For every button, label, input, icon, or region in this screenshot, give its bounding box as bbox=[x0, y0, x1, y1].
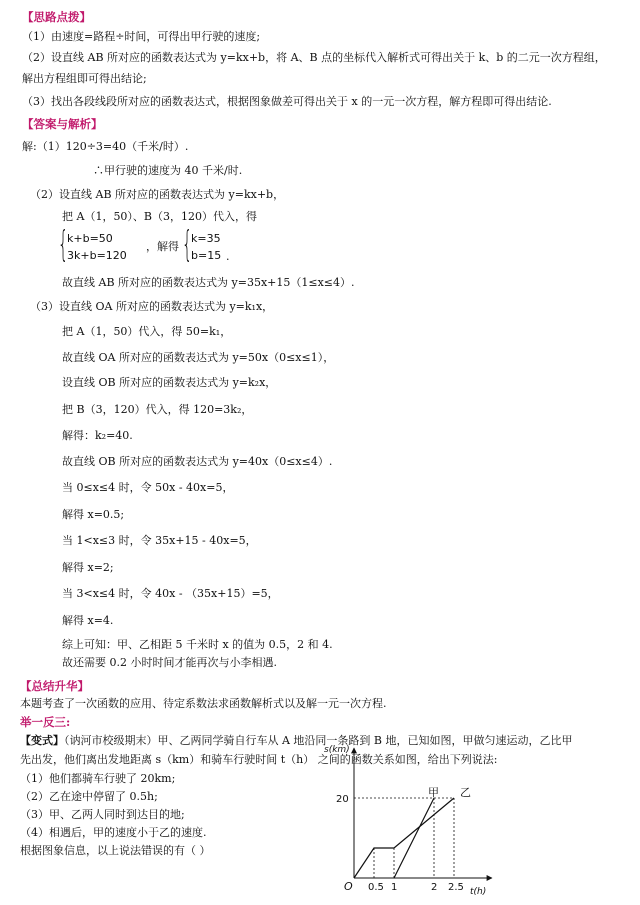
answer-line-8: 故直线 OA 所对应的函数表达式为 y=50x（0≤x≤1）， bbox=[62, 351, 335, 364]
equation-system-2 bbox=[182, 224, 242, 265]
solve-connector: ，解得 bbox=[146, 240, 179, 253]
brace-symbol: { bbox=[58, 224, 69, 265]
claim-1: （1）他们都骑车行驶了 20km; bbox=[20, 772, 176, 785]
answer-line-14: 解得 x=0.5; bbox=[62, 508, 125, 521]
answer-line-11: 解得：k₂=40. bbox=[62, 429, 133, 442]
answer-line-4: 把 A（1，50）、B（3，120）代入，得 bbox=[62, 210, 258, 223]
hint-line-3: 解出方程组即可得出结论; bbox=[22, 72, 147, 85]
answer-line-16: 解得 x=2; bbox=[62, 561, 114, 574]
answer-line-19: 综上可知：甲、乙相距 5 千米时 x 的值为 0.5，2 和 4. bbox=[62, 638, 333, 651]
equation-row: 3k+b=120 bbox=[67, 249, 127, 262]
origin-label: O bbox=[344, 880, 353, 893]
brace-symbol: { bbox=[182, 224, 193, 265]
answer-line-5: 故直线 AB 所对应的函数表达式为 y=35x+15（1≤x≤4）. bbox=[62, 276, 355, 289]
hint-line-4: （3）找出各段线段所对应的函数表达式，根据图象做差可得出关于 x 的一元一次方程，解方程即可得出结论. bbox=[22, 95, 552, 108]
x-tick-label: 1 bbox=[391, 882, 398, 893]
answer-line-3: （2）设直线 AB 所对应的函数表达式为 y=kx+b， bbox=[30, 188, 285, 201]
series-label: 乙 bbox=[460, 786, 471, 799]
claim-4: （4）相遇后，甲的速度小于乙的速度. bbox=[20, 826, 207, 839]
distance-time-chart bbox=[318, 742, 498, 900]
series-label: 甲 bbox=[428, 786, 439, 799]
hint-line-1: （1）由速度=路程÷时间，可得出甲行驶的速度; bbox=[22, 30, 261, 43]
practice-heading: 举一反三: bbox=[20, 715, 71, 729]
equation-row: k+b=50 bbox=[67, 232, 113, 245]
variant-text-1: （讷河市校级期末）甲、乙两同学骑自行车从 A 地沿同一条路到 B 地，已知如图，甲做匀速运动，乙比甲 bbox=[64, 734, 573, 747]
x-tick-label: 2.5 bbox=[448, 882, 464, 893]
x-axis-label: t(h) bbox=[470, 887, 487, 897]
answer-heading: 【答案与解析】 bbox=[22, 117, 103, 131]
claim-3: （3）甲、乙两人同时到达目的地; bbox=[20, 808, 185, 821]
hint-line-2: （2）设直线 AB 所对应的函数表达式为 y=kx+b，将 A、B 点的坐标代入解析式可得出关于 k、b 的二元一次方程组， bbox=[22, 51, 606, 64]
answer-line-12: 故直线 OB 所对应的函数表达式为 y=40x（0≤x≤4）. bbox=[62, 455, 333, 468]
summary-text: 本题考查了一次函数的应用、待定系数法求函数解析式以及解一元一次方程. bbox=[20, 697, 387, 710]
y-axis-label: s(km) bbox=[324, 745, 350, 755]
summary-heading: 【总结升华】 bbox=[20, 679, 89, 693]
series-line bbox=[394, 798, 434, 878]
variant-tag: 【变式】 bbox=[20, 734, 64, 747]
answer-line-18: 解得 x=4. bbox=[62, 614, 114, 627]
answer-line-17: 当 3<x≤4 时，令 40x - （35x+15）=5， bbox=[62, 587, 279, 600]
x-tick-label: 2 bbox=[431, 882, 438, 893]
answer-line-9: 设直线 OB 所对应的函数表达式为 y=k₂x， bbox=[62, 376, 277, 389]
answer-line-13: 当 0≤x≤4 时，令 50x - 40x=5， bbox=[62, 481, 234, 494]
x-tick-label: 0.5 bbox=[368, 882, 384, 893]
answer-line-10: 把 B（3，120）代入，得 120=3k₂， bbox=[62, 403, 253, 416]
claim-2: （2）乙在途中停留了 0.5h; bbox=[20, 790, 158, 803]
answer-line-20: 故还需要 0.2 小时时间才能再次与小李相遇. bbox=[62, 656, 277, 669]
answer-line-2: ∴甲行驶的速度为 40 千米/时. bbox=[93, 164, 243, 177]
variant-line-2: 先出发，他们离出发地距离 s（km）和骑车行驶时间 t（h） 之间的函数关系如图，给出下列说法: bbox=[20, 753, 498, 766]
question-line: 根据图象信息，以上说法错误的有（ ） bbox=[20, 844, 211, 857]
equation-system-1 bbox=[58, 224, 138, 265]
answer-line-7: 把 A（1，50）代入，得 50=k₁， bbox=[62, 325, 232, 338]
answer-line-6: （3）设直线 OA 所对应的函数表达式为 y=k₁x， bbox=[30, 300, 274, 313]
answer-line-15: 当 1<x≤3 时，令 35x+15 - 40x=5， bbox=[62, 534, 257, 547]
system-end: . bbox=[226, 250, 230, 263]
answer-line-1: 解:（1）120÷3=40（千米/时）. bbox=[22, 140, 189, 153]
equation-row: k=35 bbox=[191, 232, 221, 245]
hint-heading: 【思路点拨】 bbox=[22, 10, 91, 24]
y-tick-label: 20 bbox=[336, 794, 349, 805]
equation-row: b=15 bbox=[191, 249, 222, 262]
series-line bbox=[354, 798, 454, 878]
